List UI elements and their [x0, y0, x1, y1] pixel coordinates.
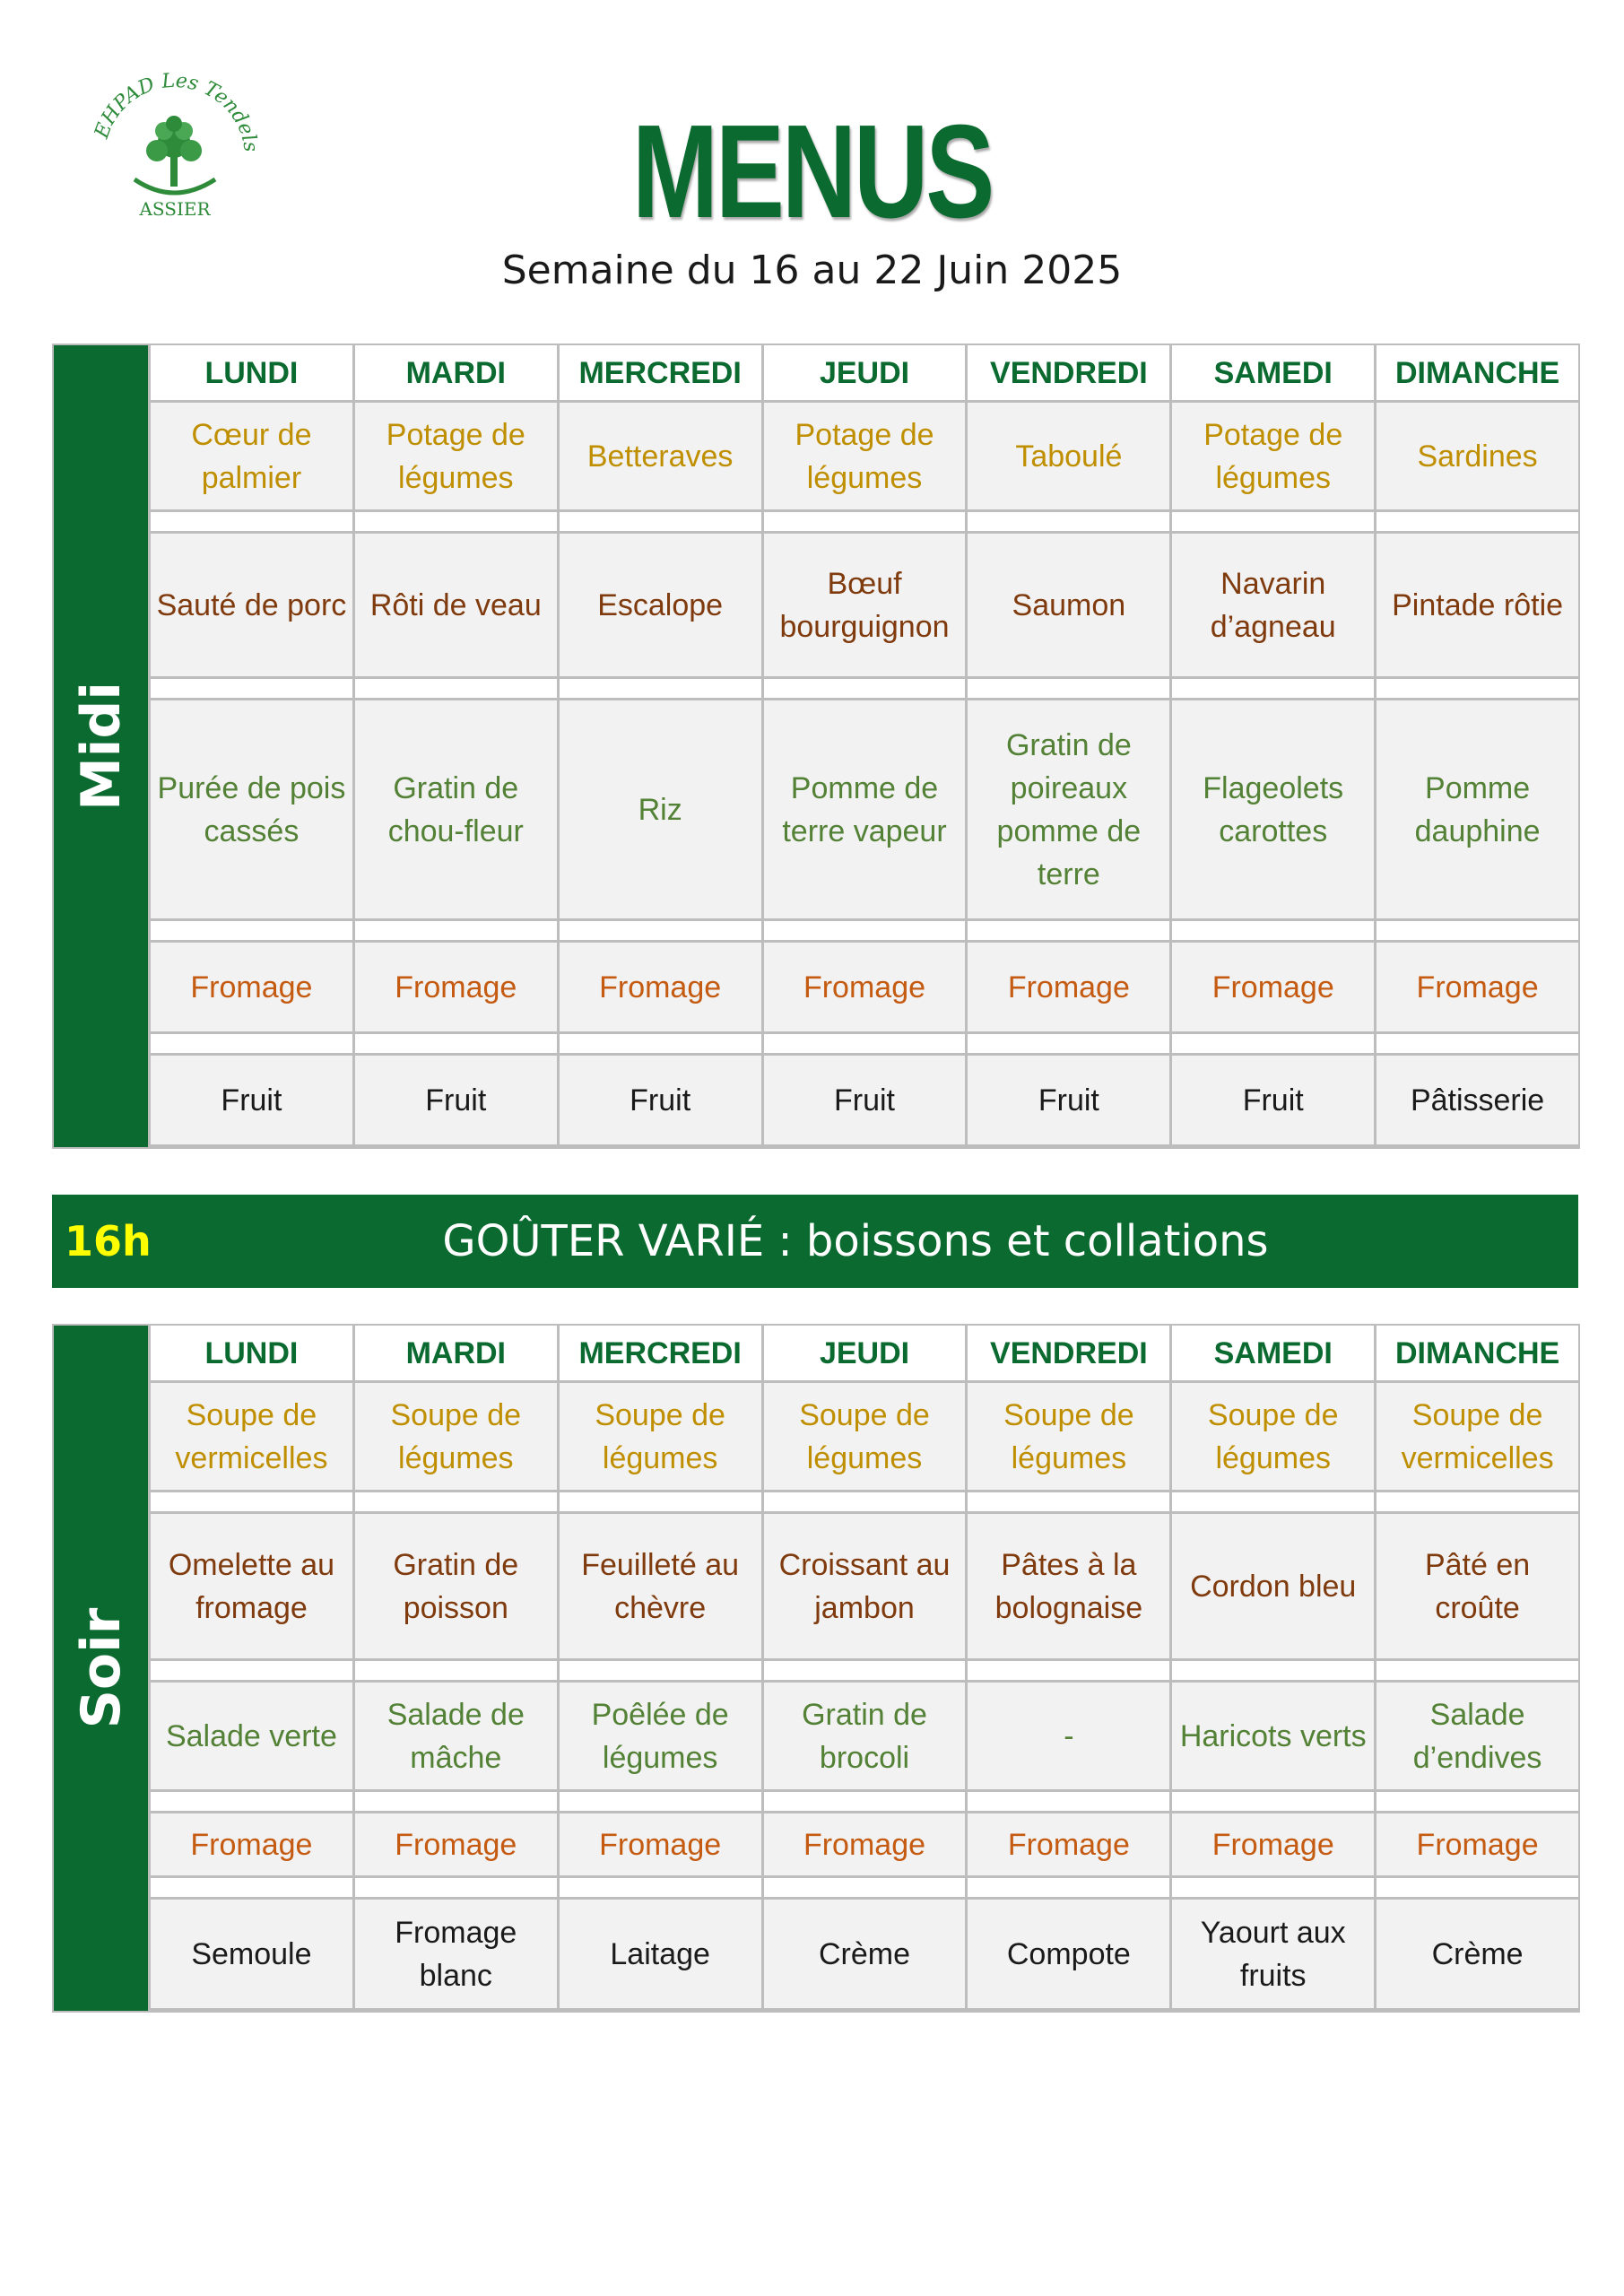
midi-cheese-cell: Fromage	[761, 943, 966, 1034]
soir-cheese-cell: Fromage	[148, 1813, 352, 1878]
soir-label: Soir	[69, 1607, 133, 1729]
midi-starters-cell: Taboulé	[965, 403, 1169, 512]
separator-cell	[557, 512, 761, 534]
separator-cell	[352, 679, 557, 700]
separator-cell	[965, 921, 1169, 943]
midi-mains-row	[148, 534, 1578, 679]
midi-sides-cell: Pomme de terre vapeur	[761, 700, 966, 921]
midi-starters-cell: Cœur de palmier	[148, 403, 352, 512]
gouter-time: 16h	[65, 1217, 152, 1265]
separator-cell	[761, 1034, 966, 1056]
separator-cell	[148, 512, 352, 534]
separator-cell	[1169, 1492, 1374, 1514]
midi-mains-cell: Saumon	[965, 534, 1169, 679]
svg-text:EHPAD Les Tendels: EHPAD Les Tendels	[91, 72, 262, 153]
midi-sides-cell: Pomme dauphine	[1374, 700, 1578, 921]
midi-desserts-cell: Fruit	[148, 1056, 352, 1147]
separator-cell	[761, 1661, 966, 1683]
midi-mains-cell: Escalope	[557, 534, 761, 679]
soir-sides-cell: -	[965, 1683, 1169, 1792]
soir-sides-cell: Salade d’endives	[1374, 1683, 1578, 1792]
midi-cheese-cell: Fromage	[352, 943, 557, 1034]
soir-desserts-cell: Yaourt aux fruits	[1169, 1900, 1374, 2011]
midi-sides-cell: Gratin de poireaux pomme de terre	[965, 700, 1169, 921]
separator-cell	[352, 1878, 557, 1900]
separator-cell	[1374, 1792, 1578, 1813]
soir-starters-cell: Soupe de légumes	[557, 1383, 761, 1492]
separator-cell	[352, 1792, 557, 1813]
row-separator	[148, 921, 1578, 943]
separator-cell	[352, 1661, 557, 1683]
row-separator	[148, 1878, 1578, 1900]
midi-mains-cell: Pintade rôtie	[1374, 534, 1578, 679]
soir-starters-cell: Soupe de légumes	[965, 1383, 1169, 1492]
midi-starters-cell: Betteraves	[557, 403, 761, 512]
separator-cell	[557, 1661, 761, 1683]
separator-cell	[761, 512, 966, 534]
soir-cheese-cell: Fromage	[557, 1813, 761, 1878]
day-header-jeudi: JEUDI	[761, 1326, 966, 1383]
row-separator	[148, 1034, 1578, 1056]
separator-cell	[761, 1878, 966, 1900]
midi-cheese-cell: Fromage	[1169, 943, 1374, 1034]
soir-sides-row	[148, 1683, 1578, 1792]
midi-starters-cell: Potage de légumes	[761, 403, 966, 512]
midi-starters-cell: Potage de légumes	[1169, 403, 1374, 512]
separator-cell	[557, 921, 761, 943]
soir-starters-cell: Soupe de légumes	[352, 1383, 557, 1492]
midi-starters-cell: Sardines	[1374, 403, 1578, 512]
day-header-dimanche: DIMANCHE	[1374, 1326, 1578, 1383]
separator-cell	[761, 1492, 966, 1514]
soir-desserts-cell: Compote	[965, 1900, 1169, 2011]
midi-sides-cell: Riz	[557, 700, 761, 921]
separator-cell	[557, 1792, 761, 1813]
day-header-samedi: SAMEDI	[1169, 345, 1374, 403]
separator-cell	[148, 1034, 352, 1056]
separator-cell	[1169, 1034, 1374, 1056]
svg-text:ASSIER: ASSIER	[139, 198, 211, 220]
separator-cell	[1169, 1661, 1374, 1683]
separator-cell	[1374, 1878, 1578, 1900]
separator-cell	[1169, 512, 1374, 534]
midi-mains-cell: Sauté de porc	[148, 534, 352, 679]
midi-day-header-row	[148, 345, 1578, 403]
row-separator	[148, 1661, 1578, 1683]
midi-mains-cell: Navarin d’agneau	[1169, 534, 1374, 679]
midi-sides-row	[148, 700, 1578, 921]
separator-cell	[148, 1492, 352, 1514]
gouter-text: GOÛTER VARIÉ : boissons et collations	[442, 1216, 1269, 1266]
separator-cell	[1374, 1034, 1578, 1056]
midi-section	[52, 344, 1580, 1149]
midi-cheese-cell: Fromage	[965, 943, 1169, 1034]
page-title: MENUS	[631, 98, 993, 246]
row-separator	[148, 1792, 1578, 1813]
row-separator	[148, 1492, 1578, 1514]
day-header-samedi: SAMEDI	[1169, 1326, 1374, 1383]
soir-starters-cell: Soupe de légumes	[761, 1383, 966, 1492]
soir-mains-cell: Feuilleté au chèvre	[557, 1514, 761, 1661]
row-separator	[148, 512, 1578, 534]
midi-desserts-cell: Pâtisserie	[1374, 1056, 1578, 1147]
separator-cell	[148, 1878, 352, 1900]
soir-day-header-row	[148, 1326, 1578, 1383]
soir-desserts-row	[148, 1900, 1578, 2011]
separator-cell	[352, 1034, 557, 1056]
separator-cell	[1374, 1492, 1578, 1514]
soir-desserts-cell: Crème	[761, 1900, 966, 2011]
midi-side-label	[54, 345, 148, 1147]
separator-cell	[761, 921, 966, 943]
separator-cell	[148, 679, 352, 700]
separator-cell	[1169, 679, 1374, 700]
soir-mains-cell: Croissant au jambon	[761, 1514, 966, 1661]
midi-cheese-cell: Fromage	[1374, 943, 1578, 1034]
midi-sides-cell: Gratin de chou-fleur	[352, 700, 557, 921]
soir-grid	[148, 1326, 1578, 2011]
separator-cell	[352, 512, 557, 534]
separator-cell	[557, 1034, 761, 1056]
row-separator	[148, 679, 1578, 700]
soir-starters-cell: Soupe de légumes	[1169, 1383, 1374, 1492]
day-header-mardi: MARDI	[352, 345, 557, 403]
midi-mains-cell: Rôti de veau	[352, 534, 557, 679]
soir-sides-cell: Haricots verts	[1169, 1683, 1374, 1792]
separator-cell	[557, 679, 761, 700]
separator-cell	[1169, 921, 1374, 943]
separator-cell	[1374, 512, 1578, 534]
soir-cheese-cell: Fromage	[761, 1813, 966, 1878]
soir-mains-cell: Omelette au fromage	[148, 1514, 352, 1661]
soir-cheese-cell: Fromage	[965, 1813, 1169, 1878]
soir-cheese-cell: Fromage	[352, 1813, 557, 1878]
midi-desserts-row	[148, 1056, 1578, 1147]
day-header-dimanche: DIMANCHE	[1374, 345, 1578, 403]
midi-label: Midi	[69, 682, 133, 811]
soir-cheese-cell: Fromage	[1374, 1813, 1578, 1878]
midi-desserts-cell: Fruit	[557, 1056, 761, 1147]
midi-sides-cell: Flageolets carottes	[1169, 700, 1374, 921]
soir-starters-row	[148, 1383, 1578, 1492]
day-header-vendredi: VENDREDI	[965, 1326, 1169, 1383]
day-header-lundi: LUNDI	[148, 1326, 352, 1383]
separator-cell	[557, 1492, 761, 1514]
separator-cell	[965, 1492, 1169, 1514]
separator-cell	[1169, 1878, 1374, 1900]
separator-cell	[965, 1792, 1169, 1813]
separator-cell	[1374, 1661, 1578, 1683]
separator-cell	[148, 921, 352, 943]
soir-desserts-cell: Crème	[1374, 1900, 1578, 2011]
separator-cell	[352, 1492, 557, 1514]
separator-cell	[352, 921, 557, 943]
midi-cheese-cell: Fromage	[557, 943, 761, 1034]
midi-desserts-cell: Fruit	[761, 1056, 966, 1147]
midi-mains-cell: Bœuf bourguignon	[761, 534, 966, 679]
day-header-lundi: LUNDI	[148, 345, 352, 403]
day-header-mercredi: MERCREDI	[557, 345, 761, 403]
soir-cheese-cell: Fromage	[1169, 1813, 1374, 1878]
soir-mains-cell: Gratin de poisson	[352, 1514, 557, 1661]
midi-cheese-cell: Fromage	[148, 943, 352, 1034]
separator-cell	[761, 1792, 966, 1813]
midi-grid	[148, 345, 1578, 1147]
week-subtitle: Semaine du 16 au 22 Juin 2025	[501, 248, 1123, 293]
day-header-jeudi: JEUDI	[761, 345, 966, 403]
soir-mains-cell: Pâté en croûte	[1374, 1514, 1578, 1661]
separator-cell	[965, 679, 1169, 700]
midi-starters-row	[148, 403, 1578, 512]
separator-cell	[761, 679, 966, 700]
separator-cell	[148, 1661, 352, 1683]
separator-cell	[1374, 921, 1578, 943]
separator-cell	[965, 512, 1169, 534]
soir-sides-cell: Poêlée de légumes	[557, 1683, 761, 1792]
soir-starters-cell: Soupe de vermicelles	[148, 1383, 352, 1492]
midi-desserts-cell: Fruit	[1169, 1056, 1374, 1147]
soir-desserts-cell: Laitage	[557, 1900, 761, 2011]
day-header-mercredi: MERCREDI	[557, 1326, 761, 1383]
separator-cell	[965, 1878, 1169, 1900]
day-header-mardi: MARDI	[352, 1326, 557, 1383]
separator-cell	[965, 1661, 1169, 1683]
soir-sides-cell: Salade verte	[148, 1683, 352, 1792]
soir-mains-row	[148, 1514, 1578, 1661]
midi-cheese-row	[148, 943, 1578, 1034]
soir-sides-cell: Salade de mâche	[352, 1683, 557, 1792]
soir-mains-cell: Pâtes à la bolognaise	[965, 1514, 1169, 1661]
soir-mains-cell: Cordon bleu	[1169, 1514, 1374, 1661]
midi-starters-cell: Potage de légumes	[352, 403, 557, 512]
soir-desserts-cell: Semoule	[148, 1900, 352, 2011]
soir-desserts-cell: Fromage blanc	[352, 1900, 557, 2011]
soir-side-label	[54, 1326, 148, 2011]
midi-desserts-cell: Fruit	[352, 1056, 557, 1147]
soir-sides-cell: Gratin de brocoli	[761, 1683, 966, 1792]
separator-cell	[148, 1792, 352, 1813]
soir-section	[52, 1324, 1580, 2013]
midi-desserts-cell: Fruit	[965, 1056, 1169, 1147]
gouter-banner	[52, 1195, 1578, 1288]
soir-starters-cell: Soupe de vermicelles	[1374, 1383, 1578, 1492]
separator-cell	[965, 1034, 1169, 1056]
separator-cell	[1169, 1792, 1374, 1813]
separator-cell	[557, 1878, 761, 1900]
midi-sides-cell: Purée de pois cassés	[148, 700, 352, 921]
soir-cheese-row	[148, 1813, 1578, 1878]
separator-cell	[1374, 679, 1578, 700]
day-header-vendredi: VENDREDI	[965, 345, 1169, 403]
